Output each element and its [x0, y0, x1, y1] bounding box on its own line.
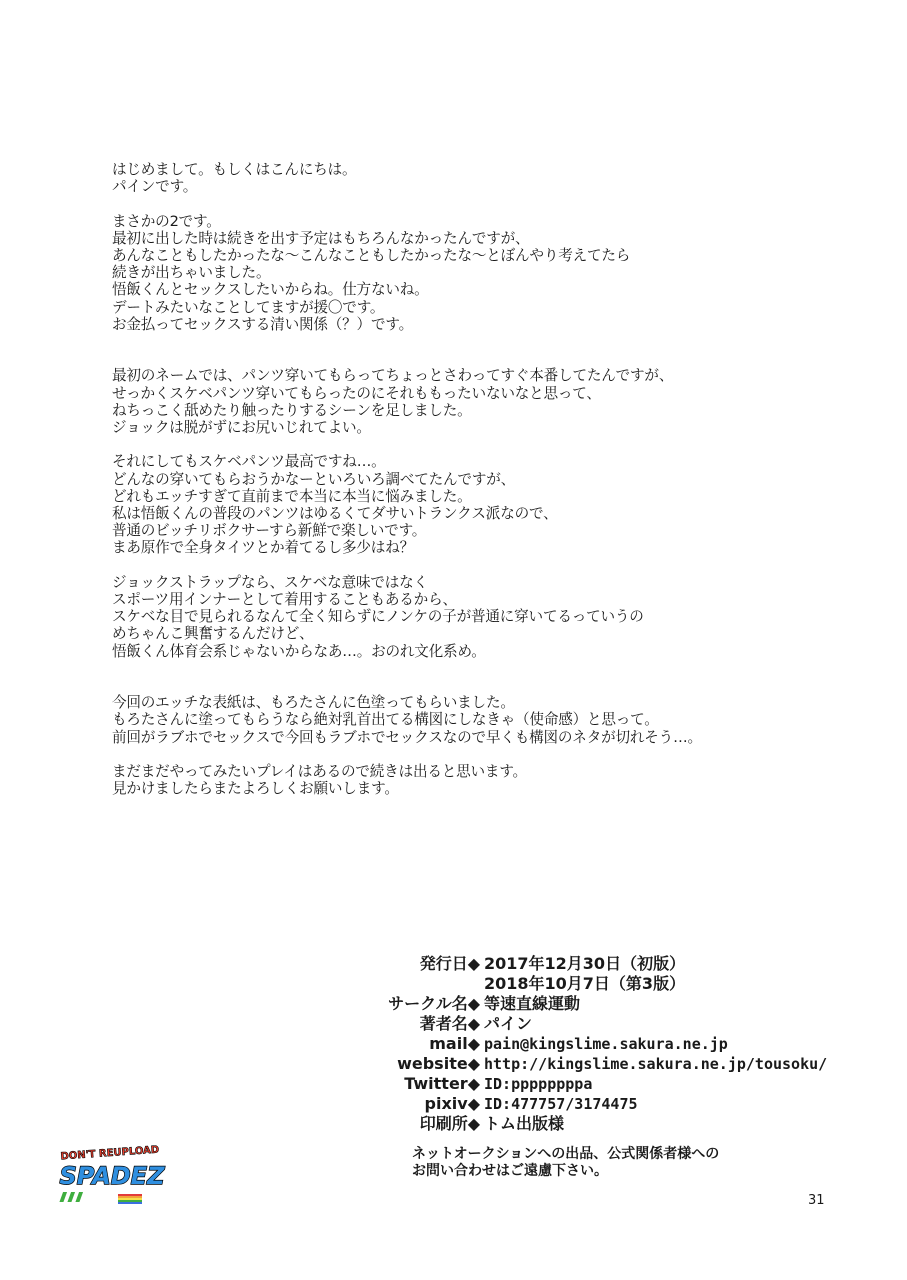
colophon-row-mail — [330, 1034, 827, 1054]
text-line: 悟飯くん体育会系じゃないからなあ…。おのれ文化系め。 — [112, 642, 486, 660]
spadez-logo — [52, 1140, 172, 1210]
text-line: 今回のエッチな表紙は、もろたさんに色塗ってもらいました。 — [112, 694, 515, 712]
circle-value: 等速直線運動 — [484, 994, 581, 1013]
text-line: どんなの穿いてもらおうかなーといろいろ調べてたんですが、 — [112, 470, 516, 488]
author-value: パイン — [484, 1014, 533, 1033]
pixiv-value: ID:477757/3174475 — [484, 1095, 638, 1113]
text-line: ジョックは脱がずにお尻いじれてよい。 — [112, 419, 371, 437]
printer-value: トム出版様 — [484, 1114, 565, 1133]
notice-line: ネットオークションへの出品、公式関係者様への — [412, 1146, 720, 1162]
notice-line: お問い合わせはご遠慮下さい。 — [412, 1163, 608, 1179]
afterword-paragraph-5 — [112, 574, 812, 660]
text-line: 見かけましたらまたよろしくお願いします。 — [112, 780, 399, 798]
colophon-row-author — [330, 1014, 827, 1034]
text-line: 普通のビッチリボクサーすら新鮮で楽しいです。 — [112, 522, 427, 540]
text-line: お金払ってセックスする清い関係（？）です。 — [112, 315, 413, 333]
logo-main-text: SPADEZ — [59, 1162, 165, 1190]
logo-stripes-icon — [59, 1192, 142, 1204]
text-line: まあ原作で全身タイツとか着てるし多少はね？ — [112, 539, 414, 557]
mail-value: pain@kingslime.sakura.ne.jp — [484, 1035, 728, 1053]
colophon-row-website — [330, 1054, 827, 1074]
text-line: もろたさんに塗ってもらうなら絶対乳首出てる構図にしなきゃ（使命感）と思って。 — [112, 711, 659, 729]
afterword-paragraph-6 — [112, 694, 812, 746]
text-line: 私は悟飯くんの普段のパンツはゆるくてダサいトランクス派なので、 — [112, 505, 558, 523]
text-line: パインです。 — [112, 178, 198, 196]
resale-notice — [412, 1146, 719, 1180]
text-line: はじめまして。もしくはこんにちは。 — [112, 161, 357, 178]
page-number: 31 — [808, 1193, 825, 1208]
pixiv-label: pixiv◆ — [424, 1094, 480, 1113]
printer-label: 印刷所◆ — [419, 1114, 480, 1133]
afterword-text — [112, 161, 812, 797]
text-line: 前回がラブホでセックスで今回もラブホでセックスなので早くも構図のネタが切れそう…。 — [112, 728, 702, 746]
afterword-paragraph-2 — [112, 213, 812, 333]
circle-label: サークル名◆ — [388, 994, 480, 1013]
colophon-row-issue-date-2 — [330, 974, 827, 994]
colophon-row-pixiv — [330, 1094, 827, 1114]
afterword-paragraph-3 — [112, 367, 812, 436]
text-line: 悟飯くんとセックスしたいからね。仕方ないね。 — [112, 281, 429, 299]
website-label: website◆ — [397, 1054, 480, 1073]
text-line: 最初のネームでは、パンツ穿いてもらってちょっとさわってすぐ本番してたんですが、 — [112, 367, 674, 385]
afterword-paragraph-7 — [112, 763, 812, 797]
twitter-value: ID:ppppppppa — [484, 1075, 593, 1093]
issue-date-value: 2017年12月30日（初版） — [484, 954, 686, 973]
issue-date-value-2: 2018年10月7日（第3版） — [484, 974, 686, 993]
colophon-row-circle — [330, 994, 827, 1014]
text-line: それにしてもスケベパンツ最高ですね…。 — [112, 453, 386, 471]
logo-top-text: DON'T REUPLOAD — [60, 1144, 160, 1163]
text-line: 続きが出ちゃいました。 — [112, 264, 271, 282]
text-line: スポーツ用インナーとして着用することもあるから、 — [112, 591, 457, 609]
text-line: めちゃんこ興奮するんだけど、 — [112, 625, 314, 643]
text-line: ねちっこく舐めたり触ったりするシーンを足しました。 — [112, 401, 472, 419]
text-line: ジョックストラップなら、スケベな意味ではなく — [112, 573, 428, 591]
text-line: まだまだやってみたいプレイはあるので続きは出ると思います。 — [112, 763, 527, 781]
issue-date-label: 発行日◆ — [419, 954, 480, 973]
text-line: どれもエッチすぎて直前まで本当に本当に悩みました。 — [112, 487, 472, 505]
text-line: あんなこともしたかったな〜こんなこともしたかったな〜とぼんやり考えてたら — [112, 247, 631, 264]
afterword-paragraph-1 — [112, 161, 812, 195]
text-line: スケベな目で見られるなんて全く知らずにノンケの子が普通に穿いてるっていうの — [112, 608, 644, 626]
author-label: 著者名◆ — [419, 1014, 480, 1033]
colophon-row-twitter — [330, 1074, 827, 1094]
colophon — [330, 954, 827, 1134]
text-line: せっかくスケベパンツ穿いてもらったのにそれももったいないなと思って、 — [112, 384, 601, 402]
afterword-paragraph-4 — [112, 453, 812, 556]
text-line: デートみたいなことしてますが援〇です。 — [112, 298, 385, 316]
colophon-row-printer — [330, 1114, 827, 1134]
mail-label: mail◆ — [429, 1034, 480, 1053]
colophon-row-issue-date — [330, 954, 827, 974]
text-line: 最初に出した時は続きを出す予定はもちろんなかったんですが、 — [112, 229, 530, 247]
website-value: http://kingslime.sakura.ne.jp/tousoku/ — [484, 1055, 828, 1073]
twitter-label: Twitter◆ — [404, 1074, 480, 1093]
text-line: まさかの2です。 — [112, 212, 221, 230]
